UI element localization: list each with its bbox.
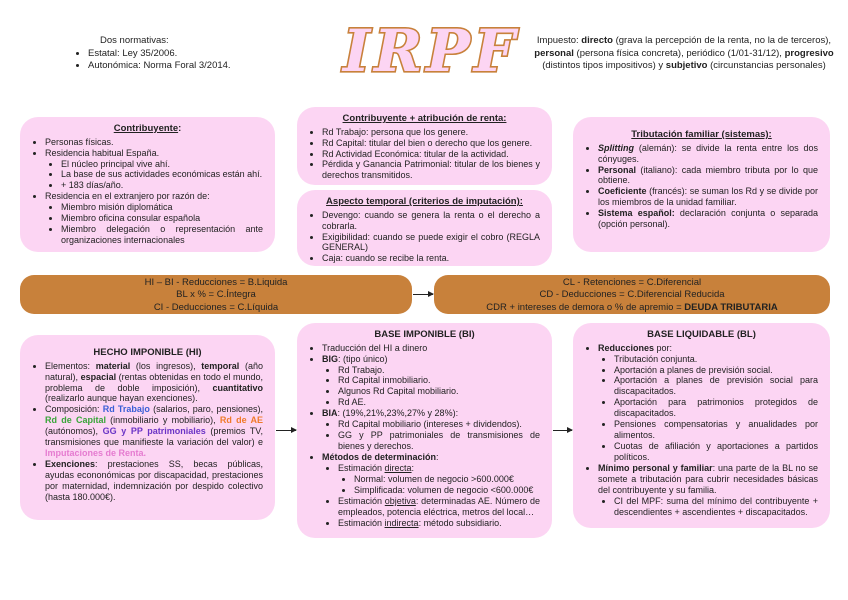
list-item: • Personas físicas.	[45, 137, 263, 148]
text: cuantitativo	[212, 382, 263, 393]
base-imponible-title: BASE IMPONIBLE (BI)	[374, 329, 475, 340]
list-item: • Normal: volumen de negocio >600.000€	[354, 474, 540, 485]
normativas-heading: Dos normativas:	[100, 35, 169, 46]
deuda-tributaria-label: DEUDA TRIBUTARIA	[684, 301, 778, 313]
list-item: • Rd Capital inmobiliario.	[338, 375, 540, 386]
text: (rentas obtenidas en todo el mundo, problema de doble imposición),	[45, 371, 263, 393]
list-item: • Rd Trabajo.	[338, 365, 540, 376]
big-label: BIG	[322, 353, 339, 364]
temporal-box	[297, 190, 552, 266]
text: Estimación	[338, 496, 385, 507]
text: : una parte de la BL no se somete a tributación para cubrir necesidades básicas del contribuyente y su familia.	[598, 463, 818, 496]
rd-capital-label: Rd de Capital	[45, 415, 106, 426]
progresivo-label: progresivo	[784, 47, 834, 59]
text: (distintos tipos impositivos) y	[542, 60, 666, 72]
text: Residencia en el extranjero por razón de:	[45, 191, 210, 202]
text: Estimación	[338, 518, 385, 529]
list-item	[598, 343, 818, 464]
formula-line: CL - Retenciones = C.Diferencial	[562, 277, 702, 288]
list-item: • Aportación para patrimonios protegidos de discapacitados.	[614, 397, 818, 419]
formula-line: BL x % = C.Íntegra	[176, 289, 256, 301]
text: declaración conjunta o separada (opción personal).	[598, 208, 818, 230]
text: Impuesto:	[536, 35, 582, 46]
list-item	[322, 408, 540, 452]
text: por:	[654, 342, 673, 353]
text: (circunstancias personales)	[707, 60, 826, 72]
personal-label: personal	[534, 47, 574, 59]
list-item: • Simplificada: volumen de negocio <600.000€	[354, 485, 540, 496]
hecho-title: HECHO IMPONIBLE (HI)	[93, 347, 202, 358]
text: : prestaciones SS, becas públicas, ayudas econonómicas por discapacidad, prestaciones por maternidad, indemnización por despido colectivo (hasta 180.000€).	[45, 459, 263, 503]
text: (francés): se suman los Rd y se divide por los miembros de la unidad familiar.	[598, 186, 818, 208]
text: (inmobiliario y mobiliario),	[105, 415, 220, 426]
text: Composición:	[45, 404, 103, 415]
metodos-label: Métodos de determinación	[322, 452, 437, 463]
rd-ae-label: Rd de AE	[219, 415, 263, 426]
text: : método subsidiario.	[418, 518, 502, 529]
list-item	[598, 165, 818, 187]
contribuyente-box	[20, 117, 275, 252]
text: : (tipo único)	[338, 353, 388, 364]
text: :	[436, 452, 439, 463]
atribucion-title: Contribuyente + atribución de renta:	[342, 113, 507, 124]
list-item: • GG y PP patrimoniales de transmisiones de bienes y derechos.	[338, 430, 540, 452]
subjetivo-label: subjetivo	[665, 60, 708, 72]
hecho-imponible-box	[20, 335, 275, 520]
reducciones-label: Reducciones	[598, 342, 655, 353]
list-item: • Miembro oficina consular española	[61, 213, 263, 224]
text: (grava la percepción de la renta, no la de terceros),	[612, 35, 832, 46]
text: (premios TV, transmisiones que manifieste la variación del valor) e	[45, 426, 263, 448]
list-item: • El núcleo principal vive ahí.	[61, 159, 263, 170]
list-item: • La base de sus actividades económicas están ahí.	[61, 169, 263, 180]
list-item: • Rd Capital: titular del bien o derecho que los genere.	[322, 138, 540, 149]
bia-label: BIA	[322, 408, 338, 419]
list-item: • + 183 días/año.	[61, 180, 263, 191]
exenciones-label: Exenciones	[45, 459, 96, 470]
list-item	[338, 496, 540, 518]
list-item: • Traducción del HI a dinero	[322, 343, 540, 354]
arrow-right-icon	[553, 430, 572, 431]
text: (los ingresos),	[130, 360, 202, 371]
list-item: • CI del MPF: suma del mínimo del contribuyente + descendientes + ascendientes + discapacitados.	[614, 496, 818, 518]
list-item	[598, 208, 818, 230]
list-item: • Pérdida y Ganancia Patrimonial: titular de los bienes y derechos transmitidos.	[322, 159, 540, 181]
text: (alemán): se divide la renta entre los dos cónyuges.	[598, 142, 818, 164]
formula-line: HI – BI - Reducciones = B.Liquida	[144, 277, 288, 288]
list-item: • Rd AE.	[338, 397, 540, 408]
text: (realizarlo aunque hayan exenciones).	[45, 393, 198, 404]
irpf-title	[336, 16, 526, 86]
base-liquidable-box	[573, 323, 830, 528]
formula-bar-left	[20, 275, 412, 314]
text: espacial	[80, 371, 117, 382]
imputaciones-label: Imputaciones de Renta.	[45, 448, 147, 459]
text: (persona física concreta), periódico (1/01-31/12),	[573, 47, 785, 59]
list-item	[45, 361, 263, 405]
sistema-espanol-label: Sistema español:	[598, 208, 675, 219]
text: :	[411, 463, 415, 474]
temporal-title: Aspecto temporal (criterios de imputación):	[326, 196, 523, 207]
list-item	[45, 148, 263, 192]
formula-line	[434, 302, 830, 314]
arrow-right-icon	[276, 430, 296, 431]
list-item	[45, 191, 263, 246]
coeficiente-label: Coeficiente	[598, 186, 647, 197]
text: (autónomos),	[45, 426, 103, 437]
list-item: • Miembro misión diplomática	[61, 202, 263, 213]
normativa-autonomica: • Autonómica: Norma Foral 3/2014.	[88, 60, 231, 73]
list-item	[598, 186, 818, 208]
list-item: • Caja: cuando se recibe la renta.	[322, 253, 540, 264]
list-item: • Exigibilidad: cuando se puede exigir el cobro (REGLA GENERAL)	[322, 232, 540, 254]
list-item: • Aportación a planes de previsión social.	[614, 365, 818, 376]
impuesto-description	[530, 35, 838, 73]
list-item: • Rd Trabajo: persona que los genere.	[322, 127, 540, 138]
text: directa	[384, 463, 412, 474]
list-item	[322, 354, 540, 409]
personal-label: Personal	[598, 164, 637, 175]
text: (italiano): cada miembro tributa por lo que obtiene.	[598, 164, 818, 186]
list-item	[598, 463, 818, 518]
list-item: • Devengo: cuando se genera la renta o el derecho a cobrarla.	[322, 210, 540, 232]
gg-pp-label: GG y PP patrimoniales	[102, 426, 206, 437]
text: objetiva	[384, 496, 416, 507]
text: : determinadas AE. Número de empleados, potencia eléctrica, metros del local…	[338, 496, 540, 518]
list-item	[598, 143, 818, 165]
text: Estimación	[338, 463, 385, 474]
base-imponible-box	[297, 323, 552, 538]
formula-bar-right	[434, 275, 830, 314]
atribucion-box	[297, 107, 552, 185]
rd-trabajo-label: Rd Trabajo	[102, 404, 150, 415]
formula-line: CI - Deducciones = C.Líquida	[153, 301, 279, 313]
list-item: • Aportación a planes de previsión social para discapacitados.	[614, 375, 818, 397]
text: material	[95, 360, 131, 371]
text: CDR + intereses de demora o % de apremio =	[486, 301, 685, 313]
text: (salarios, paro, pensiones),	[149, 404, 263, 415]
list-item	[45, 459, 263, 503]
list-item	[338, 463, 540, 496]
directo-label: directo	[581, 35, 613, 46]
list-item: • Rd Capital mobiliario (intereses + dividendos).	[338, 419, 540, 430]
splitting-label: Splitting	[598, 142, 634, 153]
text: : (19%,21%,23%,27% y 28%):	[337, 408, 459, 419]
contribuyente-title-text: Contribuyente	[113, 123, 179, 134]
text: indirecta	[384, 518, 419, 529]
list-item: • Cuotas de afiliación y aportaciones a partidos políticos.	[614, 441, 818, 463]
normativa-estatal: • Estatal: Ley 35/2006.	[88, 48, 231, 61]
text: temporal	[201, 360, 240, 371]
base-liquidable-title: BASE LIQUIDABLE (BL)	[647, 329, 756, 340]
text: :	[178, 123, 182, 134]
list-item: • Rd Actividad Económica: titular de la actividad.	[322, 149, 540, 160]
minimo-label: Mínimo personal y familiar	[598, 463, 713, 474]
list-item: • Pensiones compensatorias y anualidades por alimentos.	[614, 419, 818, 441]
list-item: • Tributación conjunta.	[614, 354, 818, 365]
text: Residencia habitual España.	[45, 147, 160, 158]
formula-line: CD - Deducciones = C.Diferencial Reducida	[539, 289, 725, 301]
irpf-title-text: IRPF	[342, 17, 520, 85]
tributacion-familiar-box	[573, 117, 830, 252]
list-item: • Miembro delegación o representación ante organizaciones internacionales	[61, 224, 263, 246]
text: Elementos:	[45, 360, 96, 371]
contribuyente-title	[32, 123, 263, 135]
text: (año natural),	[45, 360, 263, 382]
list-item	[322, 452, 540, 529]
list-item	[338, 518, 540, 529]
arrow-right-icon	[413, 294, 433, 295]
list-item	[45, 404, 263, 459]
list-item: • Algunos Rd Capital mobiliario.	[338, 386, 540, 397]
familiar-title: Tributación familiar (sistemas):	[631, 129, 772, 140]
normativas-block	[72, 35, 231, 73]
